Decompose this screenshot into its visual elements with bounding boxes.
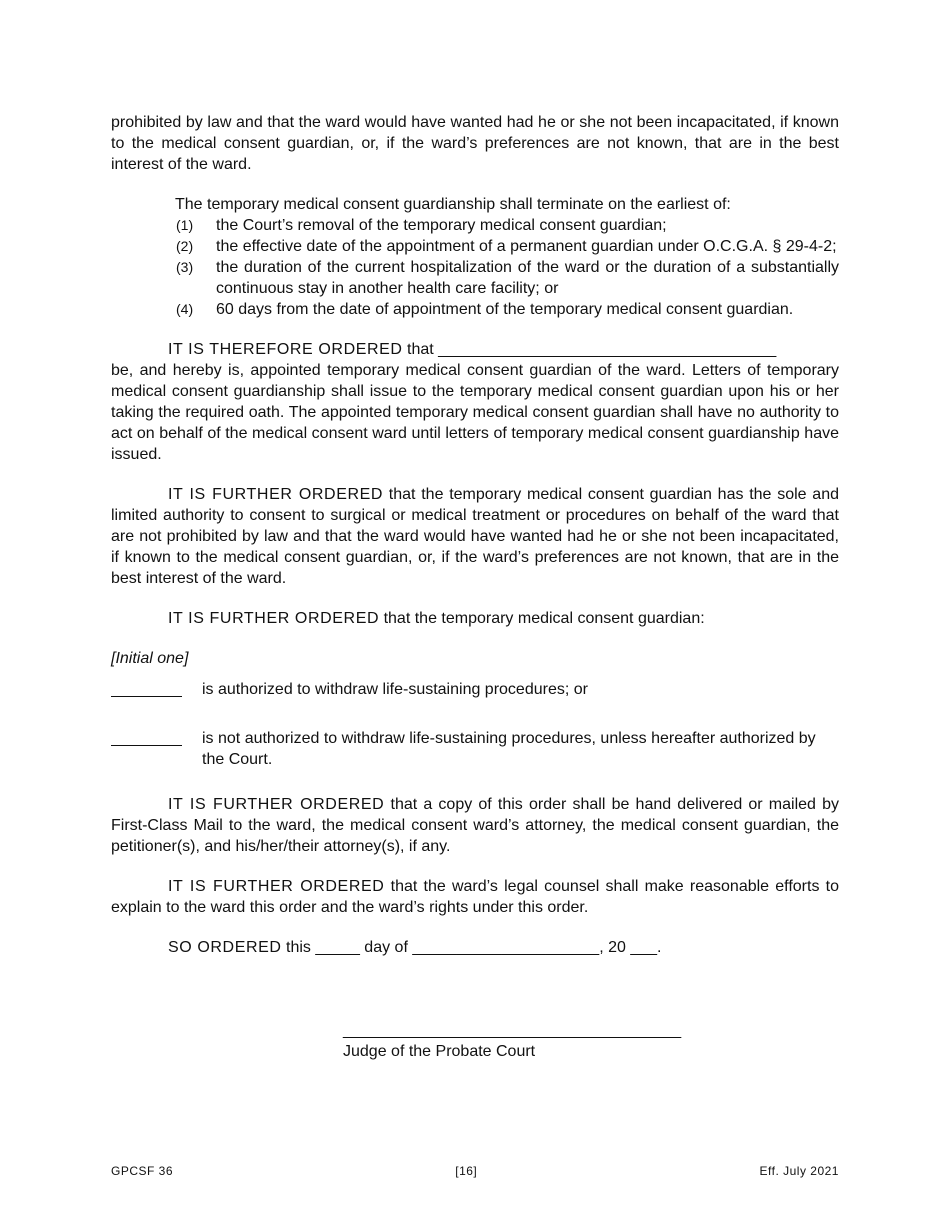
list-item-text: 60 days from the date of appointment of the temporary medical consent guardian.: [216, 301, 794, 318]
order-withdrawal: [111, 608, 839, 629]
option-text: is not authorized to withdraw life-sustaining procedures, unless hereafter authorized by the Court.: [202, 730, 816, 768]
order-authority: [111, 484, 839, 589]
guardian-name-blank: that ______________________________________: [402, 341, 777, 358]
signature-caption: Judge of the Probate Court: [343, 1043, 536, 1060]
option-not-authorized: [111, 728, 839, 770]
termination-section: [111, 194, 839, 320]
list-item-number: (2): [176, 238, 194, 254]
so-ordered-label: SO ORDERED: [168, 939, 282, 956]
list-item-text: the effective date of the appointment of a permanent guardian under O.C.G.A. § 29-4-2;: [216, 238, 837, 255]
initial-instruction: [Initial one]: [111, 650, 189, 667]
signature-block: [343, 1020, 681, 1062]
page-number: [16]: [455, 1164, 478, 1178]
option-text: is authorized to withdraw life-sustaining procedures; or: [202, 681, 588, 698]
document-body: [111, 112, 839, 958]
so-ordered-date-blanks: this _____ day of _____________________, 20 ___.: [281, 939, 662, 956]
order-text: that the temporary medical consent guardian has the sole and limited authority to consent to surgical or medical treatment or procedures on behalf of the ward that are not prohibited by law and that the ward would have wanted had he or she not been incapacitated, if known to the medical consent guardian, or, if the ward’s preferences are not known, that are in the best interest of the ward.: [111, 486, 840, 587]
order-text: that the temporary medical consent guardian:: [379, 610, 705, 627]
order-label: IT IS FURTHER ORDERED: [168, 610, 380, 627]
form-id: GPCSF 36: [111, 1164, 174, 1178]
termination-list: [111, 215, 839, 320]
order-label: IT IS FURTHER ORDERED: [168, 486, 384, 503]
order-text: that a copy of this order shall be hand delivered or mailed by First-Class Mail to the ward, the medical consent ward’s attorney, the medical consent guardian, the petitioner(s), and his/her/their attorney(s), if any.: [111, 796, 840, 855]
list-item-number: (1): [176, 217, 194, 233]
termination-lead: The temporary medical consent guardianship shall terminate on the earliest of:: [175, 196, 731, 213]
list-item-text: the Court’s removal of the temporary medical consent guardian;: [216, 217, 667, 234]
signature-line[interactable]: ______________________________________: [343, 1022, 682, 1039]
list-item-number: (4): [176, 301, 194, 317]
list-item-text: the duration of the current hospitalization of the ward or the duration of a substantially continuous stay in another health care facility; or: [216, 259, 839, 297]
intro-paragraph: prohibited by law and that the ward would have wanted had he or she not been incapacitated, if known to the medical consent guardian, or, if the ward’s preferences are not known, that are in the best interest of the ward.: [111, 114, 839, 173]
order-appointment-text: be, and hereby is, appointed temporary medical consent guardian of the ward. Letters of temporary medical consent guardianship shall issue to the temporary medical consent guardian upon his or her taking the required oath. The appointed temporary medical consent guardian shall have no authority to act on behalf of the medical consent ward until letters of temporary medical consent guardianship have issued.: [111, 362, 839, 463]
order-appointment: [111, 339, 839, 465]
order-label: IT IS THEREFORE ORDERED: [168, 341, 403, 358]
page-footer: [111, 1164, 839, 1178]
list-item: [111, 299, 839, 320]
order-delivery: [111, 794, 839, 857]
list-item: [111, 257, 839, 299]
list-item: [111, 236, 839, 257]
option-authorized: [111, 679, 839, 700]
order-label: IT IS FURTHER ORDERED: [168, 878, 385, 895]
list-item-number: (3): [176, 259, 194, 275]
order-appointment-first-line: [111, 339, 839, 360]
so-ordered-line: [111, 937, 839, 958]
order-label: IT IS FURTHER ORDERED: [168, 796, 385, 813]
list-item: [111, 215, 839, 236]
effective-date: Eff. July 2021: [759, 1164, 839, 1178]
initial-blank-line[interactable]: [111, 745, 182, 746]
initial-blank-line[interactable]: [111, 696, 182, 697]
order-counsel: [111, 876, 839, 918]
order-text: that the ward’s legal counsel shall make reasonable efforts to explain to the ward this order and the ward’s rights under this order.: [111, 878, 840, 916]
